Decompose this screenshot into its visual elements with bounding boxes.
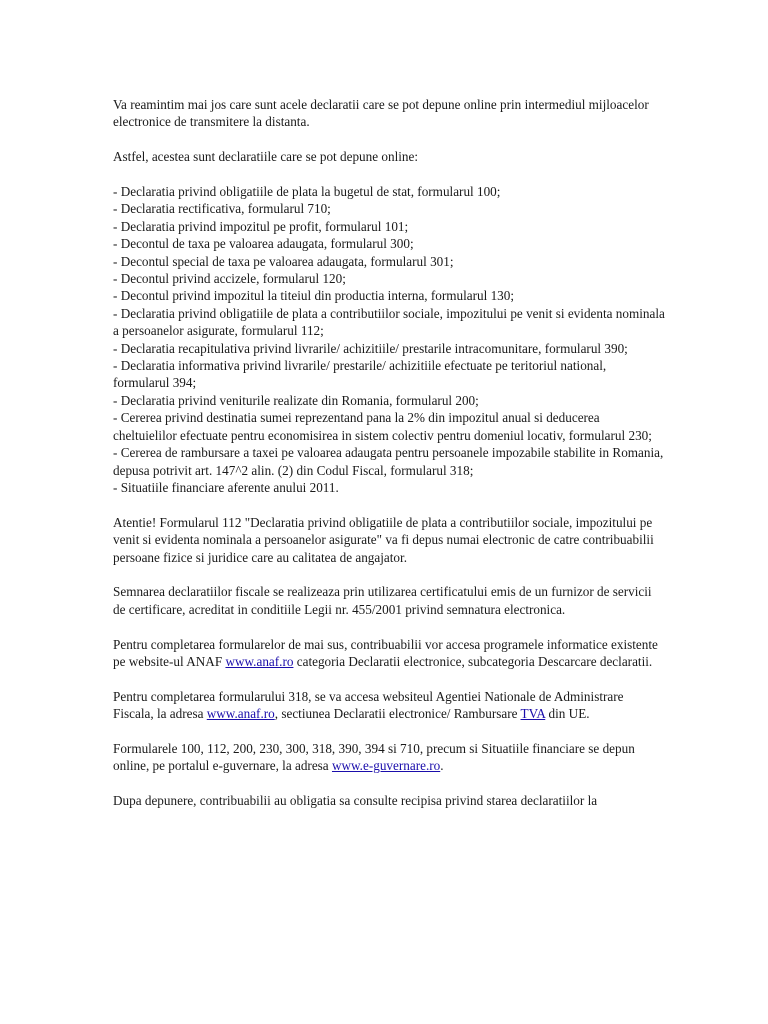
form318-paragraph [113,688,665,723]
anaf-link-2[interactable]: www.anaf.ro [206,706,275,722]
form318-text-after: din UE. [545,706,590,722]
list-item: - Decontul privind accizele, formularul 120; [113,271,346,287]
form318-text-before: Pentru completarea formularului 318, se va accesa websiteul Agentiei Nationale de Administrare Fiscala, la adresa [113,688,624,722]
list-item: - Cererea de rambursare a taxei pe valoarea adaugata pentru persoanele impozabile stabilite in Romania, depusa potrivit art. 147^2 alin. (2) din Codul Fiscal, formularul 318; [113,445,664,478]
anaf-link[interactable]: www.anaf.ro [225,653,294,669]
signing-paragraph: Semnarea declaratiilor fiscale se realizeaza prin utilizarea certificatului emis de un furnizor de servicii de certificare, acreditat in conditiile Legii nr. 455/2001 privind semnatura electronica. [113,584,652,617]
tva-link[interactable]: TVA [520,706,546,722]
list-item: - Declaratia rectificativa, formularul 710; [113,201,331,217]
list-item: - Declaratia privind obligatiile de plata a contributiilor sociale, impozitului pe venit si evidenta nominala a persoanelor asigurate, formularul 112; [113,305,665,339]
forms-online-text-after: . [440,758,444,774]
completion-text-after: categoria Declaratii electronice, subcategoria Descarcare declaratii. [293,653,653,669]
form318-text-middle: , sectiunea Declaratii electronice/ Rambursare [274,706,521,722]
list-item: - Situatiile financiare aferente anului 2011. [113,479,339,495]
list-item: - Declaratia privind veniturile realizate din Romania, formularul 200; [113,392,479,408]
e-guvernare-link[interactable]: www.e-guvernare.ro [331,758,441,774]
list-item: - Decontul special de taxa pe valoarea adaugata, formularul 301; [113,253,454,269]
intro-paragraph: Va reamintim mai jos care sunt acele declaratii care se pot depune online prin intermediul mijloacelor electronice de transmitere la distanta. [113,97,649,130]
declarations-list [113,183,665,496]
after-submit-paragraph: Dupa depunere, contribuabilii au obligatia sa consulte recipisa privind starea declaratiilor la [113,793,598,809]
list-item: - Decontul de taxa pe valoarea adaugata, formularul 300; [113,236,414,252]
completion-paragraph [113,636,665,671]
list-item: - Decontul privind impozitul la titeiul din productia interna, formularul 130; [113,288,515,304]
completion-text-before: Pentru completarea formularelor de mai sus, contribuabilii vor accesa programele informatice existente pe website-ul ANAF [113,636,658,669]
list-item: - Cererea privind destinatia sumei reprezentand pana la 2% din impozitul anual si deducerea cheltuielilor efectuate pentru economisirea in sistem colectiv pentru domeniul locativ, formularul 230; [113,410,652,443]
document-body [113,96,665,827]
lead-paragraph: Astfel, acestea sunt declaratiile care se pot depune online: [113,149,419,165]
forms-online-text-before: Formularele 100, 112, 200, 230, 300, 318, 390, 394 si 710, precum si Situatiile financiare se depun online, pe portalul e-guvernare, la adresa [113,740,635,774]
forms-online-paragraph [113,740,665,775]
list-item: - Declaratia privind impozitul pe profit, formularul 101; [113,218,409,234]
list-item: - Declaratia privind obligatiile de plata la bugetul de stat, formularul 100; [113,184,501,199]
attention-paragraph: Atentie! Formularul 112 "Declaratia privind obligatiile de plata a contributiilor sociale, impozitului pe venit si evidenta nominala a persoanelor asigurate" va fi depus numai electronic de catre contribuabilii persoane fizice si juridice care au calitatea de angajator. [113,514,654,565]
list-item: - Declaratia recapitulativa privind livrarile/ achizitiile/ prestarile intracomunitare, formularul 390; [113,340,628,356]
list-item: - Declaratia informativa privind livrarile/ prestarile/ achizitiile efectuate pe teritoriul national, formularul 394; [113,358,607,391]
